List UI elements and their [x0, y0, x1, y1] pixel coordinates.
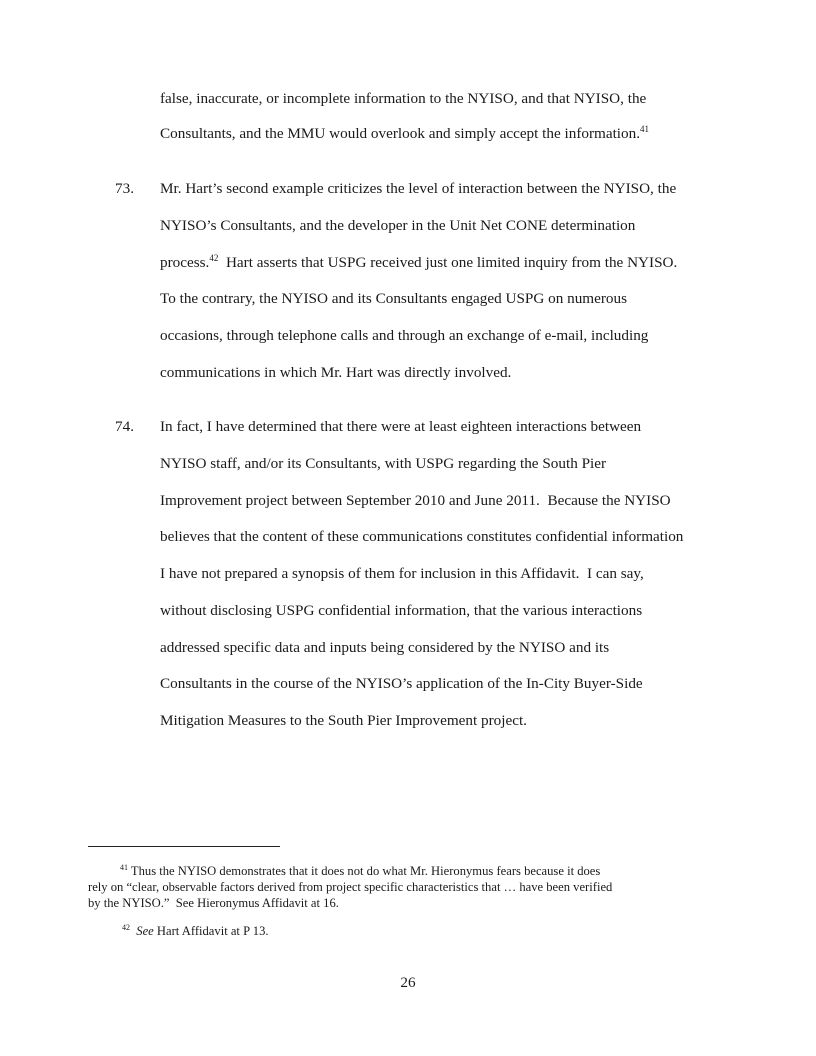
body-line-text: Consultants, and the MMU would overlook and simply accept the information. — [160, 125, 641, 142]
footnote-41-line: rely on “clear, observable factors derived from project specific characteristics that … have been verified — [88, 880, 613, 894]
body-line — [160, 254, 677, 272]
footnote-see: See — [136, 924, 154, 938]
body-line: Improvement project between September 2010 and June 2011. Because the NYISO — [160, 492, 671, 509]
body-line: NYISO staff, and/or its Consultants, with USPG regarding the South Pier — [160, 455, 607, 472]
footnote-text: Thus the NYISO demonstrates that it does not do what Mr. Hieronymus fears because it does — [128, 864, 601, 878]
body-line — [160, 125, 649, 143]
body-line: occasions, through telephone calls and through an exchange of e-mail, including — [160, 327, 649, 344]
body-line: I have not prepared a synopsis of them for inclusion in this Affidavit. I can say, — [160, 565, 644, 582]
footnote-marker-42: 42 — [122, 923, 130, 932]
footnote-separator — [88, 846, 280, 847]
footnote-41 — [120, 864, 600, 879]
body-line-text: process. — [160, 254, 210, 271]
body-line: communications in which Mr. Hart was directly involved. — [160, 364, 512, 381]
footnote-41-line: by the NYISO.” See Hieronymus Affidavit at 16. — [88, 896, 339, 910]
body-line: Consultants in the course of the NYISO’s application of the In-City Buyer-Side — [160, 675, 643, 692]
body-line: Mr. Hart’s second example criticizes the level of interaction between the NYISO, the — [160, 180, 677, 197]
body-line-text: Hart asserts that USPG received just one limited inquiry from the NYISO. — [218, 254, 678, 271]
body-line: NYISO’s Consultants, and the developer in the Unit Net CONE determination — [160, 217, 636, 234]
paragraph-number-74: 74. — [115, 418, 134, 435]
body-line: To the contrary, the NYISO and its Consultants engaged USPG on numerous — [160, 290, 628, 307]
page-number: 26 — [400, 974, 416, 991]
footnote-42 — [122, 924, 269, 939]
body-line: believes that the content of these communications constitutes confidential information — [160, 528, 684, 545]
body-line: In fact, I have determined that there were at least eighteen interactions between — [160, 418, 642, 435]
footnote-ref-41: 41 — [640, 124, 650, 134]
paragraph-number-73: 73. — [115, 180, 134, 197]
body-line: false, inaccurate, or incomplete information to the NYISO, and that NYISO, the — [160, 90, 647, 107]
body-line: addressed specific data and inputs being considered by the NYISO and its — [160, 639, 610, 656]
body-line: Mitigation Measures to the South Pier Improvement project. — [160, 712, 527, 729]
body-line: without disclosing USPG confidential information, that the various interactions — [160, 602, 643, 619]
footnote-text: Hart Affidavit at P 13. — [153, 924, 269, 938]
footnote-ref-42: 42 — [209, 253, 219, 263]
footnote-marker-41: 41 — [120, 863, 128, 872]
